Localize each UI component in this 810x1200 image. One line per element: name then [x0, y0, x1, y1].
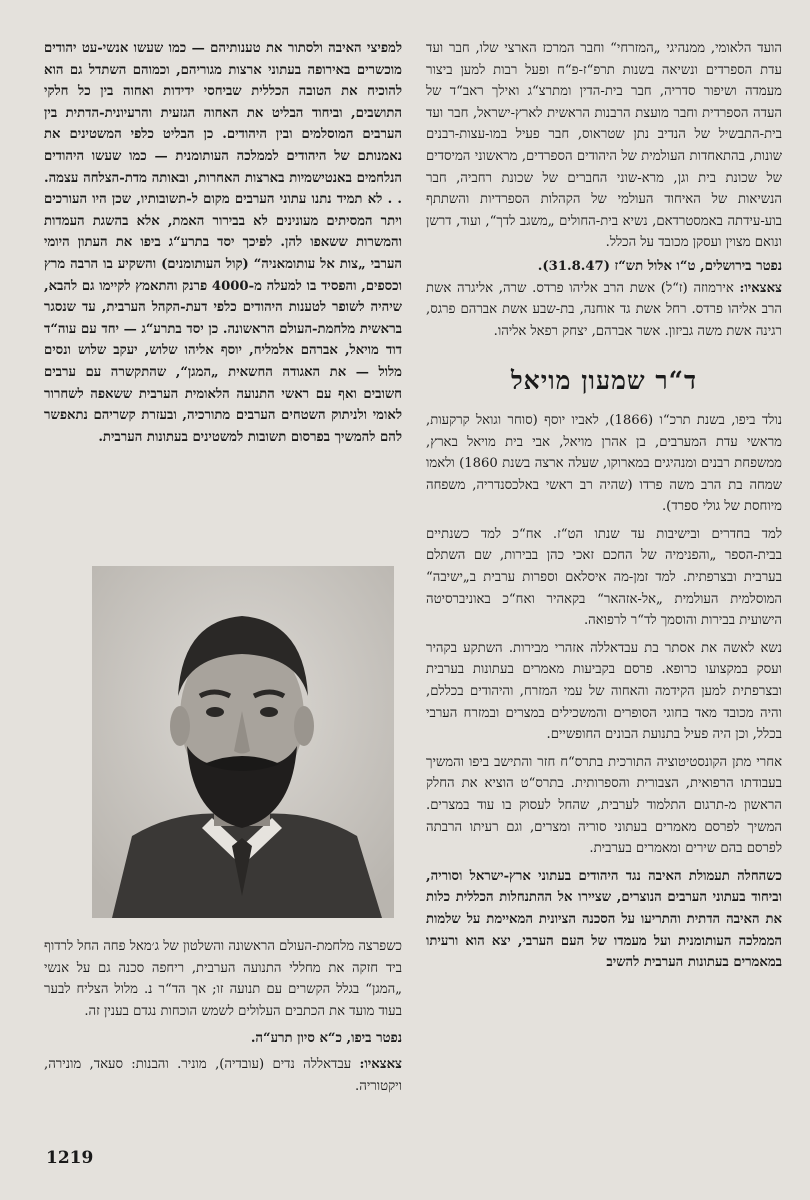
portrait-illustration [92, 566, 394, 918]
intro-paragraph: הועד הלאומי, ממנהיגי „המזרחי“ וחבר המרכז הארצי שלו, חבר ועד עדת הספרדים ונשיאה בשנות תרפ“ז-פ“ח ופעל רבות למען ביצור מעמדה ושיפור סדריה, חבר בית-הדין ומתרצ“ג ואילך ראב“ד של העדה הספרדית וחבר מועצת הרבנות הראשית לארץ-ישראל, חבר ועד בית-התבשיל של הנדיב נתן שטראוס, חבר פעיל במו-עצות-רבנים שונות, בהתאחדות העולמית של היהודים הספרדים, מראשוני המיסדים של שכונת בית וגן, מרא-שוני החברים של שכונת רחביה, חבר הנשיאות של האיחוד העולמי של הקהלות הספרדיות והשתתף בוע-עידתה באמסטרדאם, נשיא בית-החולים „משגב לדך“, ועוד, דרשן ונואם מצוין ועסקן מכובד על הכלל. [426, 41, 782, 251]
descendants-label-moyal: צאצאיו: [359, 1056, 402, 1072]
death-note: נפטר בירושלים, ט“ו אלול תש“ז (31.8.47). [537, 258, 782, 274]
portrait-photo [92, 566, 394, 918]
right-column [426, 38, 782, 974]
article-heading: ד“ר שמעון מויאל [510, 366, 698, 396]
bio-paragraph-4: אחרי מתן הקונסטיטוציה התורכית בתרס“ח חזר והתישב ביפו והמשיך בעבודתו הרפואית, הצבורית והספרותית. בתרס“ט הוציא את החלק הראשון מ-תרגום התלמוד לערבית, שהחל לעסוק בו עוד במצרים. המשיך לפרסם מאמרים בעתוני סוריה ומצרים, וגם רעיתו הרבתה לפרסם בהם שירים ומאמרים בערבית. [426, 754, 782, 857]
continuation-paragraph: למפיצי האיבה ולסתור את טענותיהם — כמו שעשו אנשי-עט יהודים מוכשרים באירופה בעתוני ארצות מגוריהם, וכמוהם השתדל גם הוא להוכיח את הטובה הכללית שביחסי ידידות ואחוה בין כל חלקי התושבים, וביחוד הבליט את האחוה הגזעית והרעיונית-הדתית בין הערבים המוסלמים ובין היהודים. כן הבליט כלפי המשטינים את נאמנותם של היהודים לממלכה העותומנית — כמו שעשו היהודים הנלחמים באנטישמיות בארצות האחרות, ובאותה מדת-הצלחה עצמה. . . לא תמיד נתנו עתוני הערבים מקום ל-תשובותיו, שכן היו העורכים ויתר המסיתים מעונינים לא בבירור האמת, אלא בהשגת העמדות והמשרות ששאפו להן. לפיכך יסד בתרע“ג ביפו את העתון היומי הערבי „צות אל עותומאניה“ (קול העותומנים) והשקיע בו הרבה מרץ וכספים, והפסיד בו למעלה מ-4000 פרנק והתאמץ לקיימו גם להבא, שיהיה לשופר לטענות היהודים כלפי דעת-הקהל הערבית, עד שנסגר בראשית מלחמת-העולם הראשונה. כן יסד בתרע“ג — יחד עם עוה“ד דוד מויאל, אברהם אלמליח, יוסף אליהו שלוש, יעקב שלוש ונסים מלול — את האגודה החשאית „המגן“, שהתקשרה עם ערבים חשובים ואף עם ראשי התנועה הלאומית הערבית ששאפה לשחרור לאומי ולניתוק השטחים הערבים מתורכיה, ובעזרת קשריהם נתאפשר להם להמשיך בפרסום תשובות למשטינים בעתונות הערבית. [44, 41, 402, 445]
bio-paragraph-1: נולד ביפו, בשנת תרכ“ו (1866), לאביו יוסף (סוחר וגואל קרקעות, מראשי עדת המערבים, בן אהרן מויאל, אבי בית מויאל בארץ, ממשפחת רבנים ומנהיגים במארוקו, שעלה ארצה בשנת 1860) ולאמו שמחה בת הרב משה פרדו (שהיה רב ראשי באלכסנדריה, משפחה מיוחסת של גולי ספרד). [426, 412, 782, 515]
descendants-text-moyal: עבדאללה נדים (עובדיה), מוניר. והבנות: סעאד, מונירה, ויקטוריה. [44, 1056, 402, 1094]
descendants-text: אירמוזה (ז“ל) אשת הרב אליהו פרדס. שרה, אליגרה אשת הרב אליהו פרדס. רחל אשת גד אוחנה, בת-שבע אשת אברהם פרגס, רגינה אשת משה גביזון. אשר אברהם, יצחק רפאל אליהו. [426, 280, 782, 339]
closing-paragraph: כשפרצה מלחמת-העולם הראשונה והשלטון של ג׳מאל פחה החל לרדוף ביד חזקה את מחללי התנועה הערבית, ריחפה סכנה גם על אנשי „המגן“ בגלל הקשרים עם תנועה זו; אך הד“ר נ. מלול הצליח לבער בעוד מועד את הכתבים העלולים לשמש הוכחות נגדם בענין זה. [44, 939, 402, 1019]
left-column-bottom [44, 936, 402, 1097]
descendants-label: צאצאיו: [739, 280, 782, 296]
descendants-paragraph [426, 278, 782, 343]
page-number: 1219 [46, 1148, 94, 1168]
bio-paragraph-3: נשא לאשה את אסתר בת עבדאללה אזהרי מבירות. השתקע בקהיר ועסק במקצועו כרופא. פרסם בקביעות מאמרים בעתונות בערבית ובצרפתית למען הקידמה והאחוה של עמי המזרח, והיהודים בכללם, והיה מכובד מאד בחוגי הסופרים והמשכילים במצרים ובמזרח הערבי בכלל, וכן היה פעיל בתנועת הבונים החופשיים. [426, 640, 782, 743]
bio-paragraph-5: כשהחלה תעמולת האיבה נגד היהודים בעתוני ארץ-ישראל וסוריה, וביחוד בעתוני הערבים הנוצרים, שציירו אל ההתנחלות הכללית כלות את האיבה הדתית והתריעו על הסכנה הציונית המאיימת על שלמות הממלכה העותומנית ועל מעמדו של העם הערבי, יצא הוא ורעיתו במאמרים בעתונות הערבית להשיב [426, 868, 782, 971]
descendants-paragraph-moyal [44, 1054, 402, 1097]
bio-paragraph-2: למד בחדרים ובישיבות עד שנתו הט“ז. אח“כ למד כשנתיים בבית-הספר „והפנימיה של החכם זאכי כהן בבירות, שם השתלם בערבית ובצרפתית. למד זמן-מה איסלאם וספרות ערבית ב„ישיבה“ המוסלמית העולמית „אל-אזהאר“ בקאהיר ואח“כ באוניברסיטה הישועית בבירות והוסמך לד“ר לרפואה. [426, 526, 782, 629]
left-column-top [44, 38, 402, 448]
death-note-moyal: נפטר ביפו, כ“א סיון תרע“ה. [250, 1031, 402, 1047]
